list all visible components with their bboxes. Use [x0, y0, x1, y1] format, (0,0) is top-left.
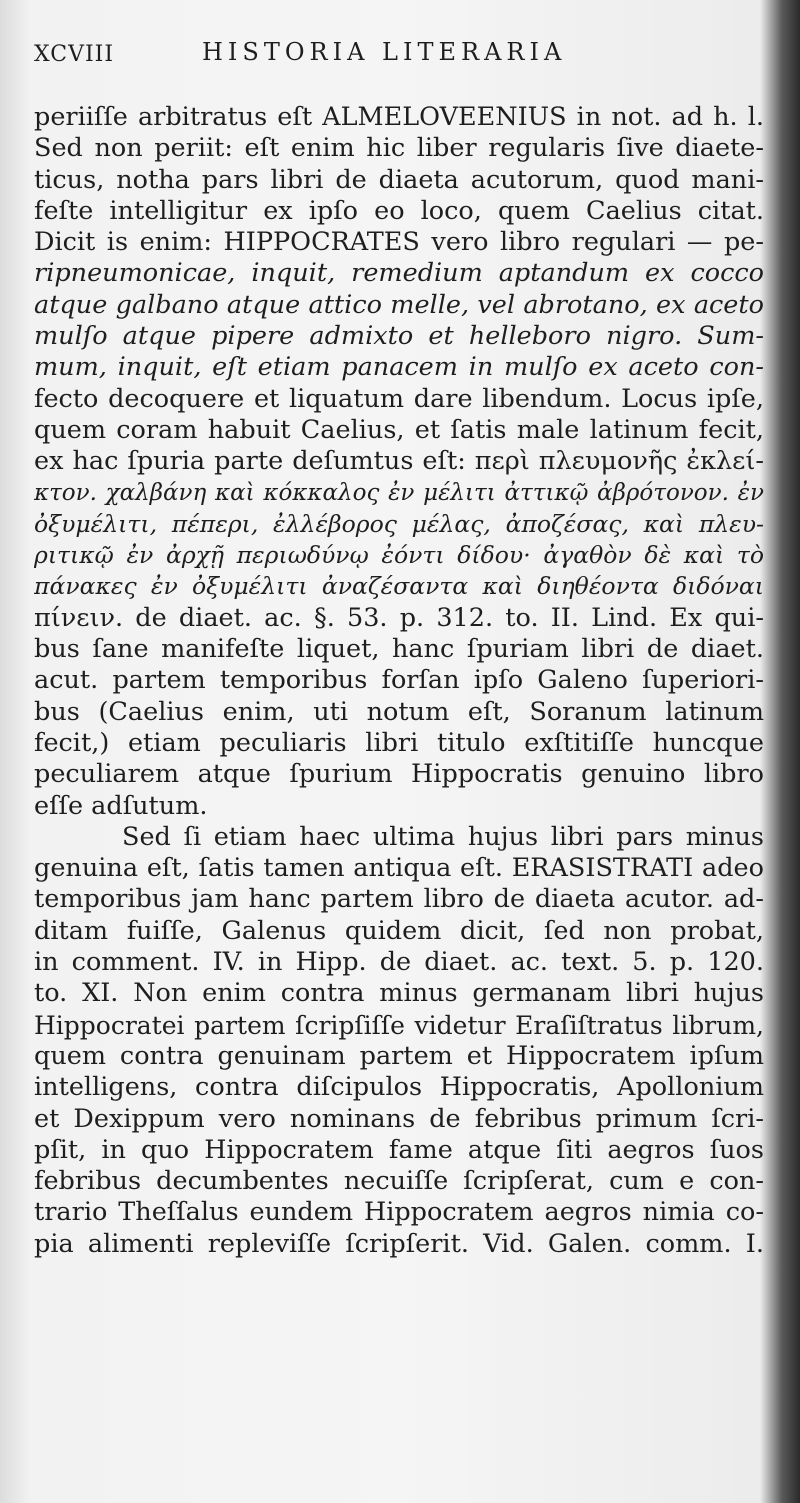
running-title: HISTORIA LITERARIA: [202, 38, 567, 66]
text-line: Sed non periit: eſt enim hic liber regularis ſive diaete-: [34, 133, 764, 164]
text-line: feſte intelligitur ex ipſo eo loco, quem Caelius citat.: [34, 195, 764, 226]
text-line: febribus decumbentes necuiſſe ſcripſerat, cum e con-: [34, 1166, 764, 1197]
text-line: Hippocratei partem ſcripſiſſe videtur Eraſiſtratus librum,: [34, 1010, 764, 1040]
text-line: acut. partem temporibus forſan ipſo Galeno ſuperiori-: [34, 665, 764, 696]
text-line: pſit, in quo Hippocratem fame atque ſiti aegros ſuos: [34, 1134, 764, 1165]
paragraph-start: Sed ſi etiam haec ultima hujus libri pars minus: [122, 821, 764, 852]
text-line: quem coram habuit Caelius, et ſatis male latinum fecit,: [34, 414, 764, 445]
text-line: ditam fuiſſe, Galenus quidem dicit, ſed non probat,: [34, 915, 764, 946]
greek-line: κτον. χαλβάνη καὶ κόκκαλος ἐν μέλιτι ἀττικῷ ἀβρότονον. ἐν: [34, 479, 764, 506]
text-line: temporibus jam hanc partem libro de diaeta acutor. ad-: [34, 884, 764, 915]
text-line: ripneumonicae, inquit, remedium aptandum ex cocco: [34, 258, 764, 289]
text-line: Dicit is enim: HIPPOCRATES vero libro regulari — pe-: [34, 227, 764, 258]
text-line: ex hac ſpuria parte deſumtus eſt: περὶ πλευμονῆς ἐκλεί-: [34, 446, 764, 477]
text-line: quem contra genuinam partem et Hippocratem ipſum: [34, 1040, 764, 1071]
text-line: mulſo atque pipere admixto et helleboro nigro. Sum-: [34, 321, 764, 352]
text-line: genuina eſt, ſatis tamen antiqua eſt. ERASISTRATI adeo: [34, 853, 764, 884]
text-body: [34, 102, 764, 1260]
text-line: fecto decoquere et liquatum dare libendum. Locus ipſe,: [34, 383, 764, 414]
greek-line: ὀξυμέλιτι, πέπερι, ἐλλέβορος μέλας, ἀποζέσας, καὶ πλευ-: [34, 509, 764, 538]
text-line: intelligens, contra diſcipulos Hippocratis, Apollonium: [34, 1072, 764, 1103]
text-line: ticus, notha pars libri de diaeta acutorum, quod mani-: [34, 164, 764, 195]
text-line: peculiarem atque ſpurium Hippocratis genuino libro: [34, 759, 764, 790]
greek-line: πάνακες ἐν ὀξυμέλιτι ἀναζέσαντα καὶ διηθέοντα διδόναι: [34, 572, 764, 601]
page-header: [34, 38, 634, 78]
text-line: et Dexippum vero nominans de febribus primum ſcri-: [34, 1103, 764, 1134]
text-line: eſſe adſutum.: [34, 790, 208, 821]
text-line: bus (Caelius enim, uti notum eſt, Soranum latinum: [34, 696, 764, 727]
folio-number: XCVIII: [34, 42, 115, 67]
text-line: atque galbano atque attico melle, vel abrotano, ex aceto: [34, 289, 764, 320]
text-line: mum, inquit, eſt etiam panacem in mulſo ex aceto con-: [34, 352, 764, 383]
greek-line: ριτικῷ ἐν ἀρχῇ περιωδύνῳ ἐόντι δίδου· ἀγαθὸν δὲ καὶ τὸ: [34, 541, 764, 570]
text-line: fecit,) etiam peculiaris libri titulo exſtitiſſe huncque: [34, 727, 764, 758]
text-line: periiſſe arbitratus eſt ALMELOVEENIUS in not. ad h. l.: [34, 102, 764, 132]
text-line: in comment. IV. in Hipp. de diaet. ac. text. 5. p. 120.: [34, 947, 764, 978]
text-line: to. XI. Non enim contra minus germanam libri hujus: [34, 978, 764, 1009]
text-line: pia alimenti repleviſſe ſcripſerit. Vid. Galen. comm. I.: [34, 1228, 764, 1259]
text-line: bus ſane manifeſte liquet, hanc ſpuriam libri de diaet.: [34, 634, 764, 665]
text-line: trario Theſſalus eundem Hippocratem aegros nimia co-: [34, 1197, 764, 1228]
text-line: πίνειν. de diaet. ac. §. 53. p. 312. to. II. Lind. Ex qui-: [34, 602, 764, 633]
